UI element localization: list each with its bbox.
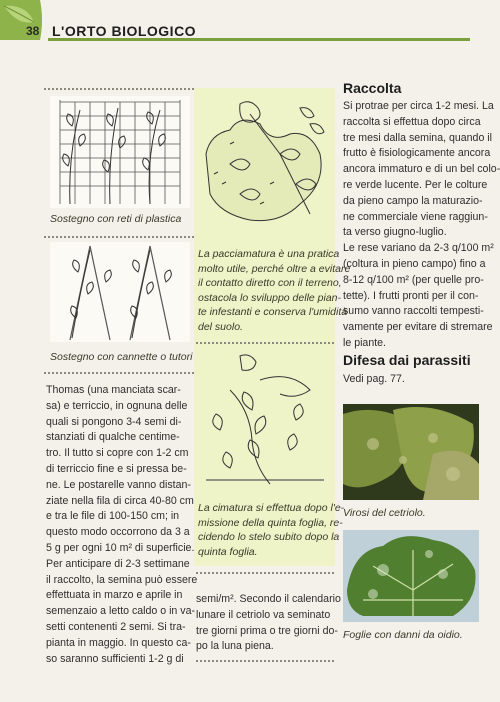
caption-nets: Sostegno con reti di plastica (50, 213, 182, 225)
caption-line: missione della quinta foglia, re- (198, 516, 343, 529)
raccolta-text (343, 99, 500, 352)
text-line: il raccolto, la semina può essere (46, 573, 198, 586)
caption-line: ostacola lo sviluppo delle pian- (198, 291, 342, 304)
text-line: po la luna piena. (196, 640, 274, 653)
left-body-text (46, 383, 197, 667)
text-line: frutto è fisiologicamente ancora (343, 147, 491, 160)
caption-line: molto utile, perché oltre a evitare (198, 262, 351, 275)
caption-line: te infestanti e conserva l'umidità (198, 306, 348, 318)
page-number: 38 (26, 24, 40, 38)
text-line: tre mesi dalla semina, quando il (343, 131, 492, 144)
caption-virosis: Virosi del cetriolo. (343, 507, 426, 519)
canes-support-illustration (50, 242, 190, 342)
caption-line: La pacciamatura è una pratica (198, 248, 340, 260)
mulching-illustration (200, 94, 330, 232)
section-title: L'ORTO BIOLOGICO (52, 23, 197, 39)
powdery-mildew-photo (343, 530, 479, 622)
text-line: le piante. (343, 336, 386, 349)
divider (196, 342, 334, 344)
text-line: tro. Il tutto si copre con 1-2 cm (46, 447, 189, 460)
divider (44, 236, 194, 238)
text-line: stanziati di qualche centime- (46, 431, 180, 444)
divider (44, 372, 194, 374)
text-line: Per anticipare di 2-3 settimane (46, 557, 190, 570)
text-line: e tra le file di 100-150 cm; in (46, 510, 180, 523)
divider (196, 572, 334, 574)
difesa-heading: Difesa dai parassiti (343, 352, 471, 368)
divider (196, 660, 334, 662)
text-line: ta verso giugno-luglio. (343, 226, 447, 239)
pruning-illustration (200, 350, 330, 490)
caption-line: il contatto diretto con il terreno, (198, 277, 342, 289)
text-line: tette). I frutti pronti per il con- (343, 289, 479, 302)
caption-line: del suolo. (198, 320, 243, 333)
text-line: 5 g per ogni 10 m² di superficie. (46, 541, 195, 554)
text-line: quali si pongono 3-4 semi di- (46, 415, 182, 428)
text-line: re verde lucente. Per le colture (343, 178, 488, 191)
text-line: Si protrae per circa 1-2 mesi. La (343, 100, 494, 112)
text-line: ne. Le postarelle vanno distan- (46, 478, 191, 491)
text-line: sa) e terriccio, in ognuna delle (46, 399, 188, 412)
text-line: raccolta si effettua dopo circa (343, 115, 481, 128)
text-line: so saranno sufficienti 1-2 g di (46, 652, 184, 665)
caption-mildew: Foglie con danni da oidio. (343, 629, 463, 641)
text-line: lunare il cetriolo va seminato (196, 608, 331, 621)
text-line: (coltura in pieno campo) fino a (343, 257, 486, 270)
text-line: semenzaio a letto caldo o in va- (46, 605, 195, 618)
text-line: Le rese variano da 2-3 q/100 m² (343, 242, 494, 255)
raccolta-heading: Raccolta (343, 80, 402, 96)
text-line: questo modo occorrono da 3 a (46, 526, 190, 539)
text-line: setti contenenti 2 semi. Si tra- (46, 620, 186, 633)
middle-body-text (196, 592, 341, 655)
text-line: ziate nella fila di circa 40-80 cm (46, 494, 194, 507)
text-line: tre giorni prima o tre giorni do- (196, 624, 338, 637)
text-line: da pieno campo la maturazio- (343, 194, 483, 207)
virosis-photo (343, 404, 479, 500)
nets-support-illustration (50, 96, 190, 208)
caption-canes: Sostegno con cannette o tutori (50, 351, 193, 363)
caption-mulching (198, 247, 350, 334)
text-line: 8-12 q/100 m² (per quelle pro- (343, 273, 484, 286)
caption-pruning (198, 501, 344, 559)
caption-line: La cimatura si effettua dopo l'e- (198, 502, 345, 514)
text-line: effettuata in marzo e aprile in (46, 589, 183, 602)
text-line: ne commerciale viene raggiun- (343, 210, 488, 223)
difesa-text: Vedi pag. 77. (343, 373, 405, 385)
text-line: semi/m². Secondo il calendario (196, 593, 341, 605)
caption-line: quinta foglia. (198, 545, 258, 558)
caption-line: cidendo lo stelo subito dopo la (198, 531, 340, 543)
text-line: vamente per evitare di stremare (343, 321, 493, 334)
divider (44, 88, 194, 90)
text-line: pianta in maggio. In questo ca- (46, 636, 191, 649)
text-line: Thomas (una manciata scar- (46, 384, 181, 396)
text-line: di terriccio fine e si pressa be- (46, 462, 187, 475)
text-line: sumo vanno raccolti tempesti- (343, 305, 484, 318)
text-line: ancora immaturo e di un bel colo- (343, 163, 500, 176)
